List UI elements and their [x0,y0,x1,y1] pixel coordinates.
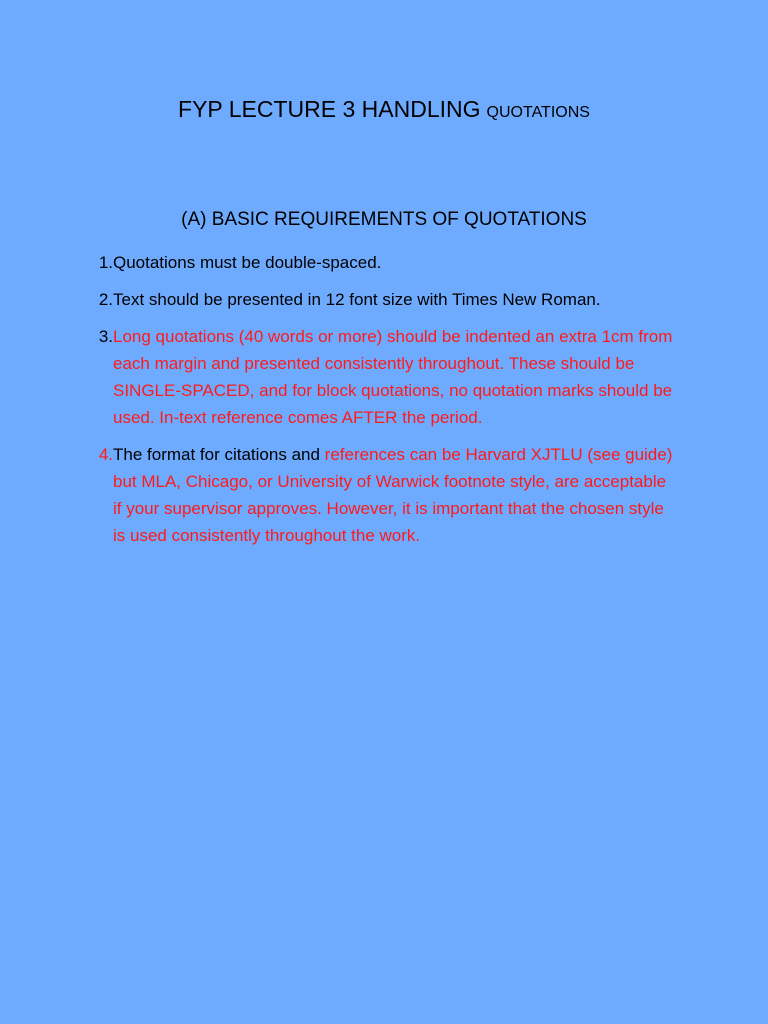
requirements-list [78,249,678,559]
list-item [78,441,678,549]
list-item-text [113,441,678,549]
list-item-number: 4. [98,445,113,464]
page-title-subtitle: QUOTATIONS [486,104,590,121]
list-item-text: Text should be presented in 12 font size with Times New Roman. [113,290,601,309]
section-heading: (A) BASIC REQUIREMENTS OF QUOTATIONS [181,209,587,230]
list-item-number: 1. [98,253,113,272]
list-item-text: Quotations must be double-spaced. [113,253,382,272]
list-item-number: 3. [98,327,113,346]
page-title-main: FYP LECTURE 3 HANDLING [178,96,481,122]
list-item [78,286,678,313]
list-item-number: 2. [98,290,113,309]
list-item [78,323,678,431]
list-item-text-highlight: references can be Harvard XJTLU (see guide) but MLA, Chicago, or University of Warwick footnote style, are acceptable if your supervisor approves. However, it is important that the chosen style is used consistently throughout the work. [113,445,673,545]
page-title [0,96,768,123]
list-item-text-plain: The format for citations and [113,445,325,464]
list-item [78,249,678,276]
list-item-text: Long quotations (40 words or more) should be indented an extra 1cm from each margin and presented consistently throughout. These should be SINGLE-SPACED, and for block quotations, no quotation marks should be used. In-text reference comes AFTER the period. [113,327,673,427]
